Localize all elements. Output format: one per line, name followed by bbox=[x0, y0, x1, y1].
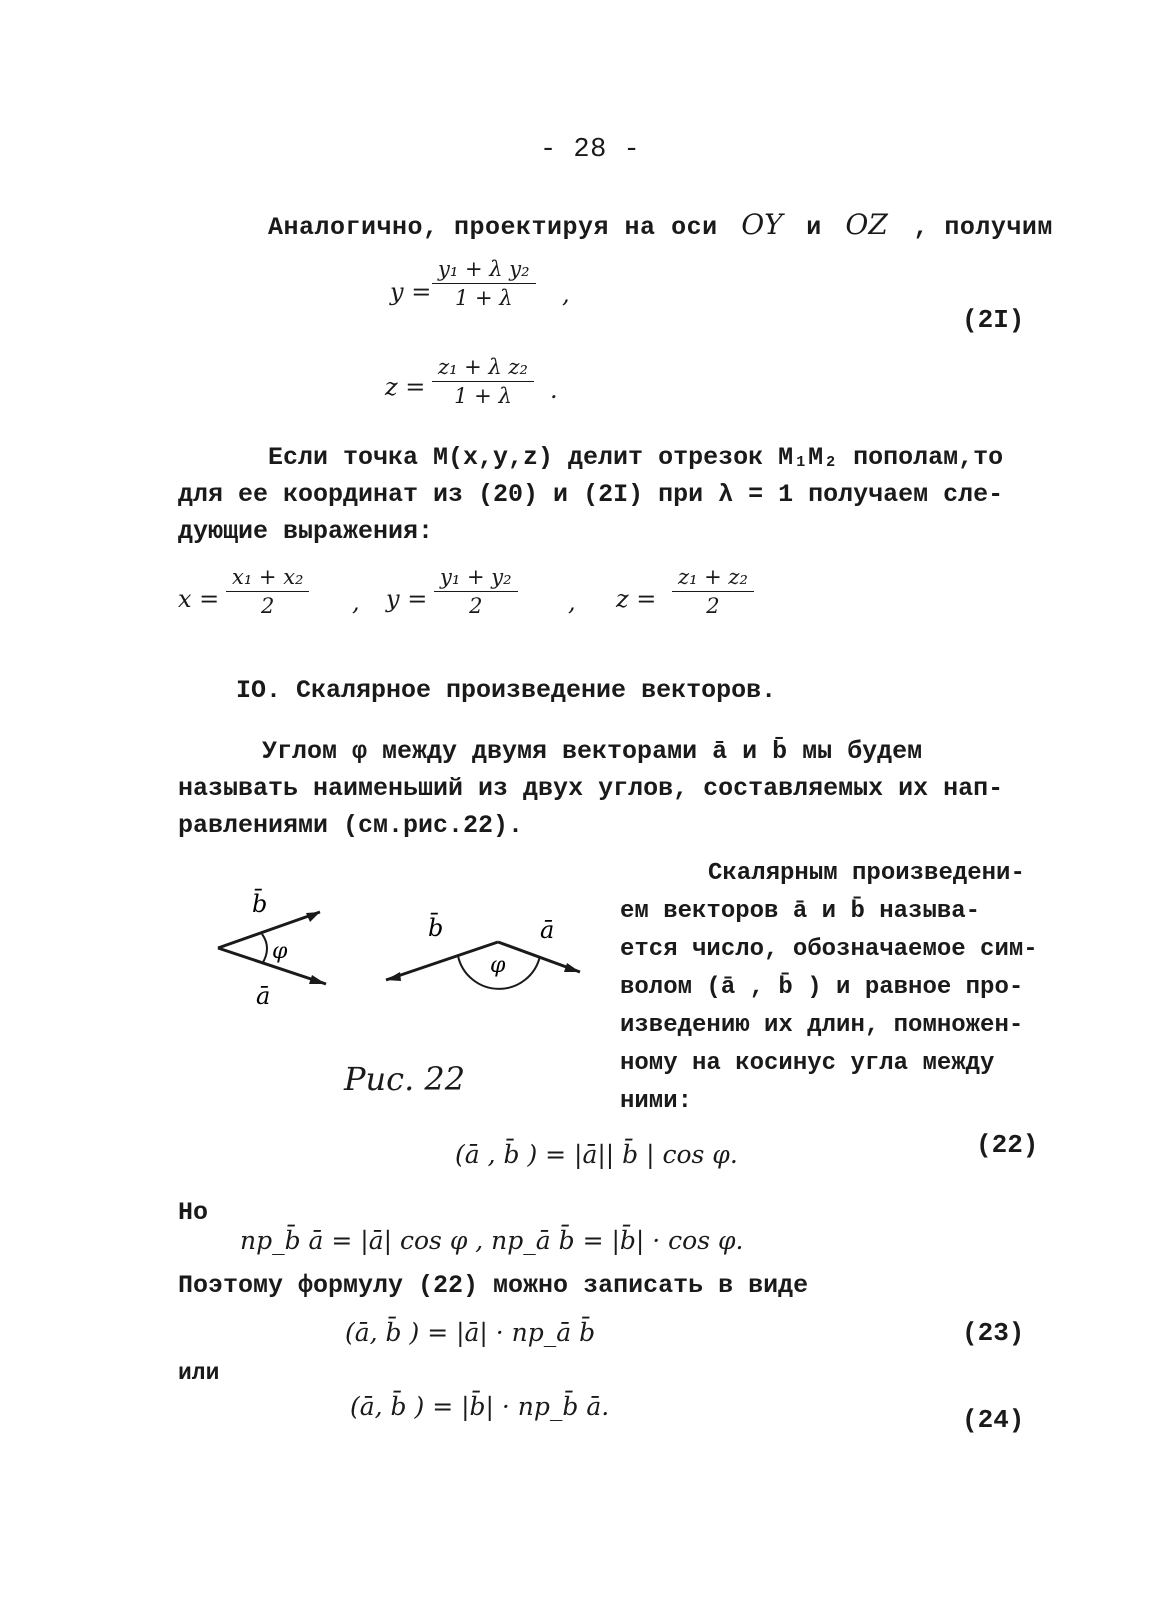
label-a-left: ā bbox=[256, 982, 271, 1010]
arrowhead bbox=[306, 912, 320, 922]
label-a-right: ā bbox=[540, 916, 555, 944]
eq22-number: (22) bbox=[976, 1130, 1039, 1160]
eq21-y-numerator: y₁ + λ y₂ bbox=[438, 257, 530, 281]
mid-y-fraction bbox=[434, 566, 518, 617]
mid-z-lhs: z = bbox=[616, 585, 657, 613]
midpoint-line-3: дующие выражения: bbox=[178, 517, 434, 546]
page-number: - 28 - bbox=[540, 135, 641, 165]
axis-oz: OZ bbox=[845, 208, 888, 241]
eq22-formula: (ā , b̄ ) = |ā|| b̄ | cos φ. bbox=[455, 1140, 738, 1169]
dot-def-line-7: ними: bbox=[620, 1088, 693, 1115]
eq21-y-denominator: 1 + λ bbox=[454, 286, 513, 310]
eq24-number: (24) bbox=[962, 1405, 1025, 1435]
mid-z-denominator: 2 bbox=[706, 594, 720, 618]
arrowhead bbox=[386, 972, 401, 981]
fraction-bar bbox=[434, 591, 518, 592]
angle-def-line-1: Углом φ между двумя векторами ā и b̄ мы будем bbox=[262, 737, 923, 766]
mid-x-numerator: x₁ + x₂ bbox=[232, 565, 304, 589]
eq21-number: (2I) bbox=[962, 305, 1025, 335]
projection-formulas: пр_b̄ ā = |ā| cos φ , пр_ā b̄ = |b̄| · cos φ. bbox=[240, 1226, 744, 1255]
mid-z-numerator: z₁ + z₂ bbox=[678, 565, 748, 589]
fraction-bar bbox=[432, 381, 534, 382]
eq21-z-denominator: 1 + λ bbox=[454, 384, 512, 408]
intro-text-after: , получим bbox=[913, 213, 1053, 242]
axis-oy: OY bbox=[741, 208, 783, 241]
dot-def-line-6: ному на косинус угла между bbox=[620, 1050, 995, 1077]
label-b-left: b̄ bbox=[252, 890, 268, 918]
mid-x-denominator: 2 bbox=[261, 594, 275, 618]
or-word: или bbox=[178, 1360, 220, 1386]
intro-conj: и bbox=[806, 213, 822, 242]
section-title: IO. Скалярное произведение векторов. bbox=[236, 676, 777, 705]
arrowhead bbox=[564, 963, 580, 972]
eq23-number: (23) bbox=[962, 1318, 1025, 1348]
intro-text-before: Аналогично, проектируя на оси bbox=[268, 213, 718, 242]
eq21-z-numerator: z₁ + λ z₂ bbox=[438, 355, 528, 379]
therefore-line: Поэтому формулу (22) можно записать в виде bbox=[178, 1271, 809, 1300]
eq21-sep1: , bbox=[562, 280, 570, 308]
angle-arc-left bbox=[262, 934, 267, 964]
mid-x-fraction bbox=[226, 566, 309, 617]
vector-b-right bbox=[386, 942, 498, 980]
midpoint-line-1: Если точка M(x,y,z) делит отрезок M₁M₂ пополам,то bbox=[268, 443, 1004, 472]
mid-comma-1: , bbox=[352, 588, 360, 616]
mid-z-fraction bbox=[672, 566, 754, 617]
label-b-right: b̄ bbox=[428, 914, 444, 942]
eq23-formula: (ā, b̄ ) = |ā| · пр_ā b̄ bbox=[345, 1318, 596, 1347]
vector-b-left bbox=[218, 912, 320, 948]
dot-def-line-1: Скалярным произведени- bbox=[708, 860, 1025, 887]
mid-comma-2: , bbox=[568, 588, 576, 616]
intro-line bbox=[268, 208, 1053, 242]
fraction-bar bbox=[432, 283, 536, 284]
mid-x-lhs: x = bbox=[178, 585, 220, 613]
dot-def-line-3: ется число, обозначаемое сим- bbox=[620, 936, 1038, 963]
mid-y-lhs: y = bbox=[386, 585, 428, 613]
eq21-y-lhs: y = bbox=[390, 278, 432, 306]
dot-def-line-2: ем векторов ā и b̄ называ- bbox=[620, 898, 981, 925]
midpoint-line-2: для ее координат из (20) и (2I) при λ = 1 получаем сле- bbox=[178, 480, 1004, 509]
label-phi-left: φ bbox=[272, 939, 288, 964]
dot-def-line-4: волом (ā , b̄ ) и равное про- bbox=[620, 974, 1024, 1001]
angle-def-line-2: называть наименьший из двух углов, составляемых их нап- bbox=[178, 774, 1004, 803]
figure-22 bbox=[200, 880, 600, 1020]
eq21-z-lhs: z = bbox=[385, 373, 426, 401]
label-phi-right: φ bbox=[490, 953, 506, 978]
dot-def-line-5: изведению их длин, помножен- bbox=[620, 1012, 1024, 1039]
fraction-bar bbox=[226, 591, 309, 592]
eq21-sep2: . bbox=[550, 376, 558, 404]
mid-y-numerator: y₁ + y₂ bbox=[440, 565, 512, 589]
eq21-z-fraction bbox=[432, 356, 534, 407]
figure-caption: Рис. 22 bbox=[344, 1060, 466, 1098]
but-word: Но bbox=[178, 1198, 209, 1227]
angle-def-line-3: равлениями (см.рис.22). bbox=[178, 811, 524, 840]
mid-y-denominator: 2 bbox=[469, 594, 483, 618]
arrowhead bbox=[309, 975, 326, 984]
eq21-y-fraction bbox=[432, 258, 536, 309]
fraction-bar bbox=[672, 591, 754, 592]
eq24-formula: (ā, b̄ ) = |b̄| · пр_b̄ ā. bbox=[350, 1392, 610, 1421]
